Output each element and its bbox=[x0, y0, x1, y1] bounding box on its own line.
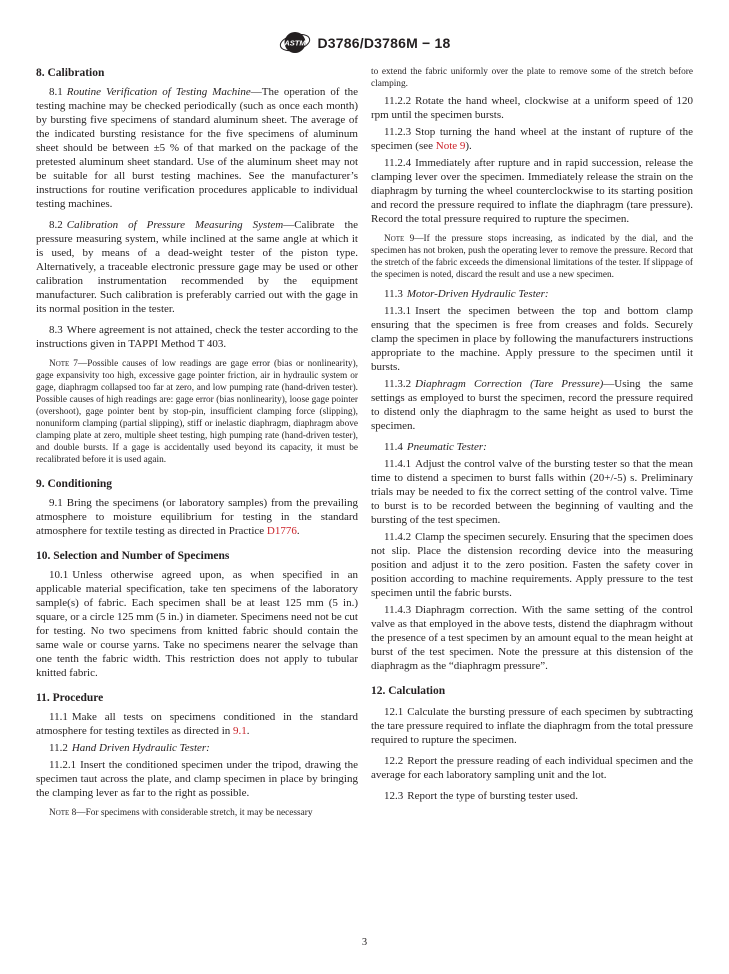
paragraph-12-1 bbox=[371, 705, 693, 747]
paragraph-11-4-2 bbox=[371, 530, 693, 600]
clause-number: 9.1 bbox=[49, 497, 63, 509]
paragraph-11-1 bbox=[36, 710, 358, 738]
paragraph-11-4-3 bbox=[371, 603, 693, 673]
clause-number: 11.2 bbox=[49, 742, 68, 754]
clause-body: Bring the specimens (or laboratory samples) from the prevailing atmosphere to moisture equilibrium for testing in the standard atmosphere for textile testing as directed in Practice bbox=[36, 497, 358, 537]
note-8-continuation: to extend the fabric uniformly over the plate to remove some of the stretch before clamping. bbox=[371, 67, 693, 89]
clause-body: Immediately after rupture and in rapid succession, release the clamping lever over the specimen. Immediately release the strain on the diaphragm by turning the wheel counterclockwise to its starting position and record the pressure required to inflate the diaphragm (tare pressure). Record the total pressure required to rupture the specimen. bbox=[371, 157, 693, 225]
paragraph-9-1 bbox=[36, 496, 358, 538]
link-clause-9-1[interactable]: 9.1 bbox=[233, 725, 247, 737]
clause-number: 8.2 bbox=[49, 219, 63, 231]
paragraph-12-2 bbox=[371, 754, 693, 782]
link-practice-d1776[interactable]: D1776 bbox=[266, 525, 297, 537]
clause-number: 8.1 bbox=[49, 86, 63, 98]
clause-lead-italic: Routine Verification of Testing Machine bbox=[66, 86, 251, 98]
clause-body: Adjust the control valve of the bursting tester so that the mean time to distend a specimen to burst falls within (20+/-5) s. Preliminary trials may be needed to fix the correct setting of the control valve. Time to burst is to be recorded between the beginning of vaulting and the bursting of the test specimen. bbox=[371, 458, 693, 526]
section-12-heading: 12. Calculation bbox=[371, 685, 446, 697]
paragraph-11-4-1 bbox=[371, 457, 693, 527]
paragraph-8-2 bbox=[36, 218, 358, 316]
clause-number: 10.1 bbox=[49, 569, 69, 581]
clause-number: 12.3 bbox=[384, 790, 404, 802]
link-note-9[interactable]: Note 9 bbox=[435, 140, 466, 152]
clause-lead-italic: Calibration of Pressure Measuring System bbox=[66, 219, 284, 231]
clause-number: 11.2.3 bbox=[384, 126, 412, 138]
clause-body: —Using the same settings as employed to burst the specimen, record the pressure required to distend only the diaphragm to the same height as used to burst the specimen. bbox=[371, 378, 693, 432]
right-column bbox=[371, 66, 693, 825]
clause-number: 11.4.2 bbox=[384, 531, 412, 543]
paragraph-8-3 bbox=[36, 323, 358, 351]
note-label: Note 8 bbox=[49, 808, 77, 818]
paragraph-11-4 bbox=[371, 440, 693, 454]
clause-body: Clamp the specimen securely. Ensuring that the specimen does not slip. Place the distension recording device into the measuring position and adjust it to the zero position. Fasten the safety cover in position according to machine requirements. Apply pressure to the test specimen until the fabric bursts. bbox=[371, 531, 693, 599]
clause-body: Unless otherwise agreed upon, as when specified in an applicable material specification, take ten specimens of the laboratory sample(s) of fabric. Each specimen shall be at least 125 mm (5 in.) square, or a circle 125 mm (5 in.) in diameter. Specimens need not be cut for testing. No two specimens from knitted fabric should contain the same wale or course yarns. Take no specimens nearer the selvage than one tenth the fabric width. This restriction does not apply to tubular knitted fabric. bbox=[36, 569, 358, 679]
paragraph-10-1 bbox=[36, 568, 358, 680]
clause-body: Make all tests on specimens conditioned in the standard atmosphere for testing textiles as directed in bbox=[36, 711, 358, 737]
clause-body: Calculate the bursting pressure of each specimen by subtracting the tare pressure required to inflate the diaphragm from the total pressure required to rupture the specimen. bbox=[371, 706, 693, 746]
clause-body: —Calibrate the pressure measuring system, while inclined at the same angle at which it is used, by means of a dead-weight tester of the piston type. Alternatively, a traceable electronic pressure gage may be used or other calibration instrumentation recommended by the equipment manufacturer. Such calibration is preferably carried out with the gage in its normal position in the tester. bbox=[36, 219, 358, 315]
clause-number: 11.2.1 bbox=[49, 759, 77, 771]
note-label: Note 9 bbox=[384, 234, 415, 244]
clause-lead-italic: Hand Driven Hydraulic Tester: bbox=[71, 742, 210, 754]
clause-number: 12.1 bbox=[384, 706, 404, 718]
astm-logo-text: ASTM bbox=[283, 38, 306, 48]
paragraph-11-2-4 bbox=[371, 156, 693, 226]
paragraph-11-3-2 bbox=[371, 377, 693, 433]
note-body: —For specimens with considerable stretch, it may be necessary bbox=[76, 808, 313, 818]
clause-body: . bbox=[246, 725, 250, 737]
paragraph-8-1 bbox=[36, 85, 358, 211]
clause-number: 8.3 bbox=[49, 324, 63, 336]
clause-lead-italic: Pneumatic Tester: bbox=[406, 441, 487, 453]
clause-lead-italic: Diaphragm Correction (Tare Pressure) bbox=[415, 378, 604, 390]
two-column-body bbox=[36, 66, 693, 825]
page-header bbox=[0, 30, 729, 55]
note-body: —If the pressure stops increasing, as indicated by the dial, and the specimen has not broken, push the operating lever to remove the pressure. Record that the stretch of the fabric exceeds the dimensional limitations of the tester. If slippage of the specimen is noted, discard the result and use a new specimen. bbox=[371, 234, 694, 280]
paragraph-11-2 bbox=[36, 741, 358, 755]
clause-body: Stop turning the hand wheel at the instant of rupture of the specimen (see bbox=[371, 126, 693, 152]
clause-body: —The operation of the testing machine may be checked periodically (such as once each month) by bursting five specimens of standard aluminum sheet. The average of the indicated bursting resistance for the five specimens of aluminum sheet should be between ±5 % of that marked on the package of the pretested aluminum sheet standard. Use of the aluminum sheet may not be suitable for all burst testing machines. See the manufacturer’s instructions for routine verification procedures applicable to individual testing machines. bbox=[36, 86, 358, 210]
clause-number: 11.2.2 bbox=[384, 95, 412, 107]
standard-designation: D3786/D3786M − 18 bbox=[317, 34, 451, 51]
paragraph-11-2-1 bbox=[36, 758, 358, 800]
clause-body: Report the type of bursting tester used. bbox=[407, 790, 579, 802]
paragraph-11-2-3 bbox=[371, 125, 693, 153]
clause-lead-italic: Motor-Driven Hydraulic Tester: bbox=[406, 288, 549, 300]
section-8-heading: 8. Calibration bbox=[36, 67, 105, 79]
clause-number: 11.4 bbox=[384, 441, 403, 453]
clause-body: Report the pressure reading of each individual specimen and the average for each laboratory sampling unit and the lot. bbox=[371, 755, 693, 781]
clause-number: 11.4.1 bbox=[384, 458, 412, 470]
clause-number: 11.2.4 bbox=[384, 157, 412, 169]
note-9 bbox=[371, 233, 693, 281]
clause-body: Insert the conditioned specimen under the tripod, drawing the specimen taut across the plate, and clamp specimen in place by bringing the clamping lever as far to the right as possible. bbox=[36, 759, 358, 799]
paragraph-11-3 bbox=[371, 287, 693, 301]
paragraph-12-3 bbox=[371, 789, 693, 803]
astm-logo-icon bbox=[279, 30, 311, 55]
clause-body: Insert the specimen between the top and bottom clamp ensuring that the specimen is free from creases and folds. Securely clamp the specimen in place by following the manufacturers instructions appropriate to the machine. Apply pressure to the specimen until it bursts. bbox=[371, 305, 693, 373]
clause-number: 11.3 bbox=[384, 288, 403, 300]
paragraph-11-3-1 bbox=[371, 304, 693, 374]
clause-body: . bbox=[296, 525, 300, 537]
clause-number: 11.1 bbox=[49, 711, 68, 723]
page-number: 3 bbox=[361, 937, 368, 948]
note-label: Note 7 bbox=[49, 359, 78, 369]
note-8 bbox=[36, 807, 358, 819]
paragraph-11-2-2 bbox=[371, 94, 693, 122]
clause-body: Diaphragm correction. With the same setting of the control valve as that employed in the above tests, distend the diaphragm without the presence of a test specimen by an amount equal to the mean height at burst of the test specimen. Note the pressure at this distension of the diaphragm as the “diaphragm pressure”. bbox=[371, 604, 693, 672]
section-9-heading: 9. Conditioning bbox=[36, 478, 113, 490]
clause-number: 11.3.1 bbox=[384, 305, 412, 317]
clause-body: ). bbox=[465, 140, 472, 152]
note-7 bbox=[36, 358, 358, 466]
left-column bbox=[36, 66, 358, 825]
section-11-heading: 11. Procedure bbox=[36, 692, 104, 704]
note-body: —Possible causes of low readings are gage error (bias or nonlinearity), gage expansivity too high, excessive gage pointer friction, air in hydraulic system or gage, diaphragm collapsed too far at zero, and low pumping rate (hand-driven tester). Possible causes of high readings are: gage error (bias nonlinearity), loose gage pointer (overshoot), gage pointer bent by stop-pin, insufficient clamping force (slipping), nonuniform clamping (partial slipping), stiff or inelastic diaphragm, diaphragm above clamping plate at zero, multiple sheet testing, high pumping rate (hand-driven tester), and double bursts. If a gage is accidentally used beyond its capacity, it must be recalibrated before it is used again. bbox=[36, 359, 359, 465]
clause-number: 12.2 bbox=[384, 755, 404, 767]
clause-number: 11.4.3 bbox=[384, 604, 412, 616]
clause-body: Where agreement is not attained, check the tester according to the instructions given in TAPPI Method T 403. bbox=[36, 324, 358, 350]
clause-body: Rotate the hand wheel, clockwise at a uniform speed of 120 rpm until the specimen bursts. bbox=[371, 95, 693, 121]
section-10-heading: 10. Selection and Number of Specimens bbox=[36, 550, 230, 562]
clause-number: 11.3.2 bbox=[384, 378, 412, 390]
page-footer bbox=[0, 937, 729, 948]
